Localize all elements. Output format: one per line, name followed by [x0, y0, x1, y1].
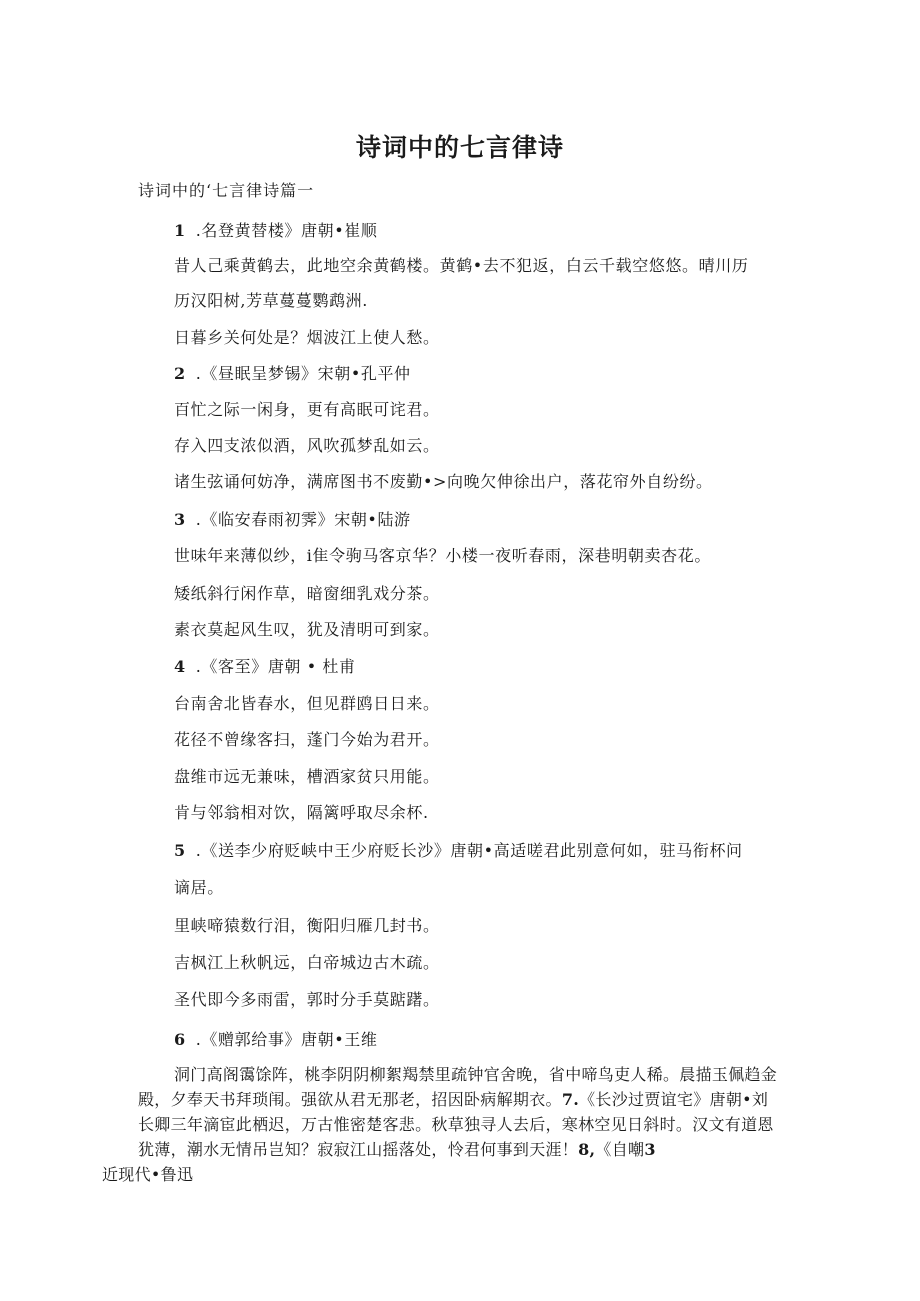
- paragraph-text: 近现代•鲁迅: [102, 1165, 194, 1184]
- footnote-marker: 3: [644, 1140, 656, 1159]
- poem-heading-4: [174, 654, 356, 677]
- poem-paragraph: [102, 1062, 778, 1187]
- poem-heading-3: [174, 507, 411, 530]
- poem-line: 世味年来薄似纱，i隹令驹马客京华？小楼一夜听春雨，深巷明朝卖杏花。: [174, 546, 711, 565]
- poem-heading-text: .《昼眠呈梦锡》宋朝•孔平仲: [195, 364, 411, 383]
- poem-heading-1: [174, 218, 377, 241]
- poem-number: 5: [174, 841, 186, 860]
- document-title: 诗词中的七言律诗: [355, 133, 564, 162]
- poem-line: 日暮乡关何处是？烟波江上使人愁。: [174, 328, 440, 347]
- poem-number: 6: [174, 1030, 186, 1049]
- poem-heading-text: .《赠郭给事》唐朝•王维: [195, 1030, 378, 1049]
- poem-number: 8,: [578, 1140, 596, 1159]
- poem-number: 3: [174, 510, 186, 529]
- paragraph-text: 《长沙过贾谊宅》唐朝•刘长卿三年滴宦此栖迟，万古惟密楚客悲。秋草独寻人去后，寒林空见日斜时。汉文有道恩犹薄，潮水无情吊岂知？寂寂江山摇落处，怜君何事到天涯！: [138, 1090, 774, 1159]
- poem-number: 1: [174, 221, 186, 240]
- poem-heading-text: .名登黄替楼》唐朝•崔顺: [195, 221, 378, 240]
- poem-number: 7.: [561, 1090, 580, 1109]
- poem-line: 肯与邻翁相对饮，隔篱呼取尽余杯.: [174, 803, 429, 822]
- paragraph-text: 《自嘲: [595, 1140, 645, 1159]
- poem-line: 百忙之际一闲身，更有高眠可诧君。: [174, 400, 440, 419]
- paragraph-text: 洞门高阁霭馀阵，桃李阴阴柳絮羯禁里疏钟官舍晚，省中啼鸟吏人稀。晨描玉佩趋金殿，夕奉天书拜琐闱。强欲从君无那老，招因卧病解期衣。: [138, 1065, 778, 1109]
- poem-line: 矮纸斜行闲作草，暗窗细乳戏分茶。: [174, 584, 440, 603]
- poem-heading-2: [174, 361, 411, 384]
- poem-line: 花径不曾缘客扫，蓬门今始为君开。: [174, 730, 440, 749]
- poem-number: 4: [174, 657, 186, 676]
- poem-line: 台南舍北皆春水，但见群鸥日日来。: [174, 694, 440, 713]
- poem-heading-6: [174, 1027, 377, 1050]
- poem-heading-text: .《临安春雨初霁》宋朝•陆游: [195, 510, 411, 529]
- poem-line: 里峡啼猿数行泪，衡阳归雁几封书。: [174, 916, 440, 935]
- poem-line: 存入四支浓似酒，风吹孤梦乱如云。: [174, 436, 440, 455]
- poem-line: 昔人己乘黄鹤去，此地空余黄鹤楼。黄鹤•去不犯返，白云千载空悠悠。晴川历: [174, 256, 749, 275]
- poem-heading-text: .《客至》唐朝 • 杜甫: [195, 657, 356, 676]
- poem-heading-text: .《送李少府贬峡中王少府贬长沙》唐朝•高适嗟君此别意何如，驻马衔杯问: [195, 841, 743, 860]
- poem-line: 素衣莫起风生叹，犹及清明可到家。: [174, 620, 440, 639]
- poem-number: 2: [174, 364, 186, 383]
- section-heading: 诗词中的‘七言律诗篇一: [138, 181, 315, 200]
- poem-line: 诸生弦诵何妨净，满席图书不废勤•>向晚欠伸徐出户，落花帘外自纷纷。: [174, 472, 713, 491]
- poem-line: 盘维市远无兼味，槽酒家贫只用能。: [174, 767, 440, 786]
- poem-line: 谪居。: [174, 878, 224, 897]
- poem-line: 圣代即今多雨雷，郭时分手莫踮躇。: [174, 990, 440, 1009]
- poem-line: 吉枫江上秋帆远，白帝城边古木疏。: [174, 953, 440, 972]
- poem-heading-5: [174, 838, 743, 861]
- poem-line: 历汉阳树,芳草蔓蔓鹦鹉洲.: [174, 291, 368, 310]
